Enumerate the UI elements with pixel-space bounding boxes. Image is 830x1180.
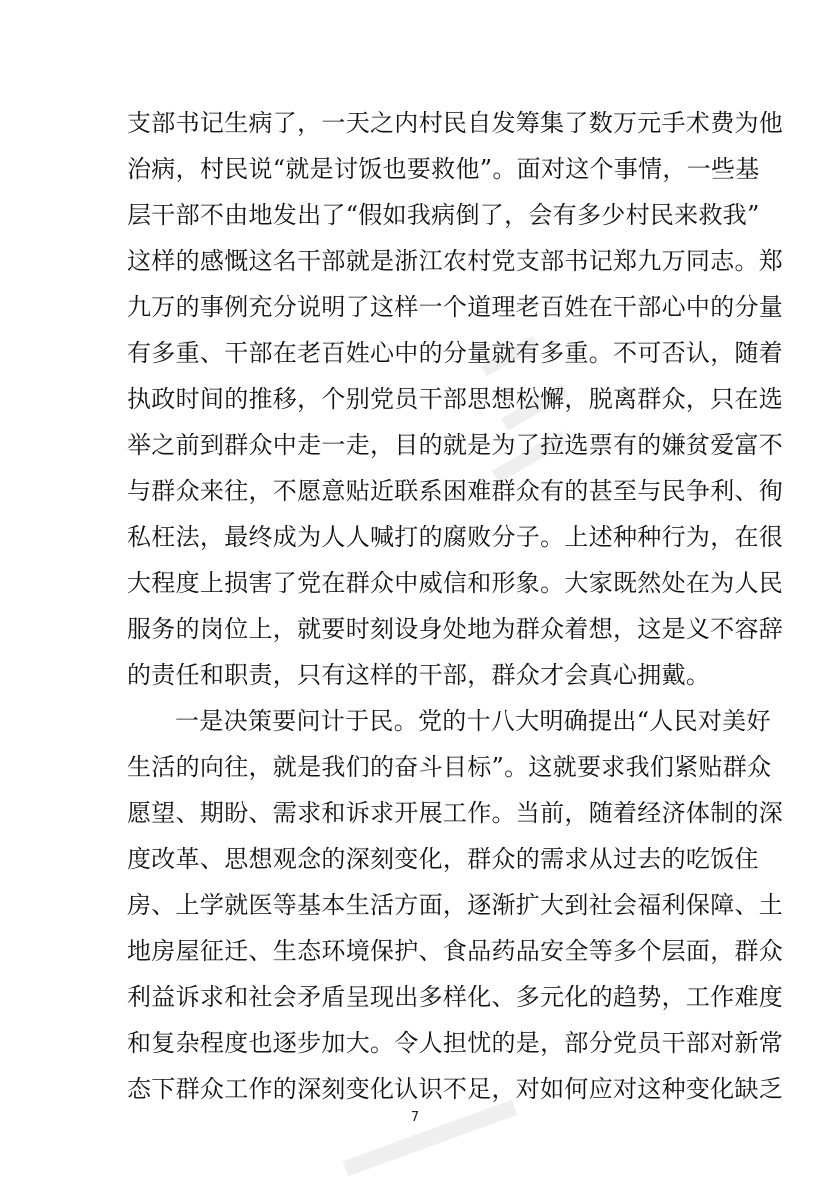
body-line-8: 举之前到群众中走一走，目的就是为了拉选票有的嫌贫爱富不 (127, 431, 784, 459)
body-line-20: 利益诉求和社会矛盾呈现出多样化、多元化的趋势，工作难度 (127, 983, 784, 1011)
body-line-11: 大程度上损害了党在群众中威信和形象。大家既然处在为人民 (127, 569, 784, 597)
body-line-16: 愿望、期盼、需求和诉求开展工作。当前，随着经济体制的深 (127, 799, 784, 827)
body-line-2: 治病，村民说“就是讨饭也要救他”。面对这个事情，一些基 (127, 155, 760, 183)
body-line-19: 地房屋征迁、生态环境保护、食品药品安全等多个层面，群众 (127, 937, 784, 965)
body-line-5: 九万的事例充分说明了这样一个道理老百姓在干部心中的分量 (127, 293, 784, 321)
body-line-22: 态下群众工作的深刻变化认识不足，对如何应对这种变化缺乏 (127, 1075, 784, 1103)
body-line-10: 私枉法，最终成为人人喊打的腐败分子。上述种种行为，在很 (127, 523, 784, 551)
body-line-7: 执政时间的推移，个别党员干部思想松懈，脱离群众，只在选 (127, 385, 784, 413)
body-line-13: 的责任和职责，只有这样的干部，群众才会真心拥戴。 (127, 661, 711, 689)
body-line-6: 有多重、干部在老百姓心中的分量就有多重。不可否认，随着 (127, 339, 784, 367)
body-line-18: 房、上学就医等基本生活方面，逐渐扩大到社会福利保障、土 (127, 891, 784, 919)
paragraph-2-first-line: 一是决策要问计于民。党的十八大明确提出“人民对美好 (175, 707, 771, 735)
body-line-17: 度改革、思想观念的深刻变化，群众的需求从过去的吃饭住 (127, 845, 759, 873)
body-line-9: 与群众来往，不愿意贴近联系困难群众有的甚至与民争利、徇 (127, 477, 784, 505)
body-line-3: 层干部不由地发出了“假如我病倒了，会有多少村民来救我” (127, 201, 760, 229)
body-line-12: 服务的岗位上，就要时刻设身处地为群众着想，这是义不容辞 (127, 615, 784, 643)
watermark-bottom-icon (320, 1100, 540, 1180)
body-line-1: 支部书记生病了，一天之内村民自发筹集了数万元手术费为他 (127, 109, 784, 137)
body-line-4: 这样的感慨这名干部就是浙江农村党支部书记郑九万同志。郑 (127, 247, 784, 275)
body-line-15: 生活的向往，就是我们的奋斗目标”。这就要求我们紧贴群众 (127, 753, 772, 781)
body-line-21: 和复杂程度也逐步加大。令人担忧的是，部分党员干部对新常 (127, 1029, 784, 1057)
page-number: 7 (410, 1110, 420, 1125)
